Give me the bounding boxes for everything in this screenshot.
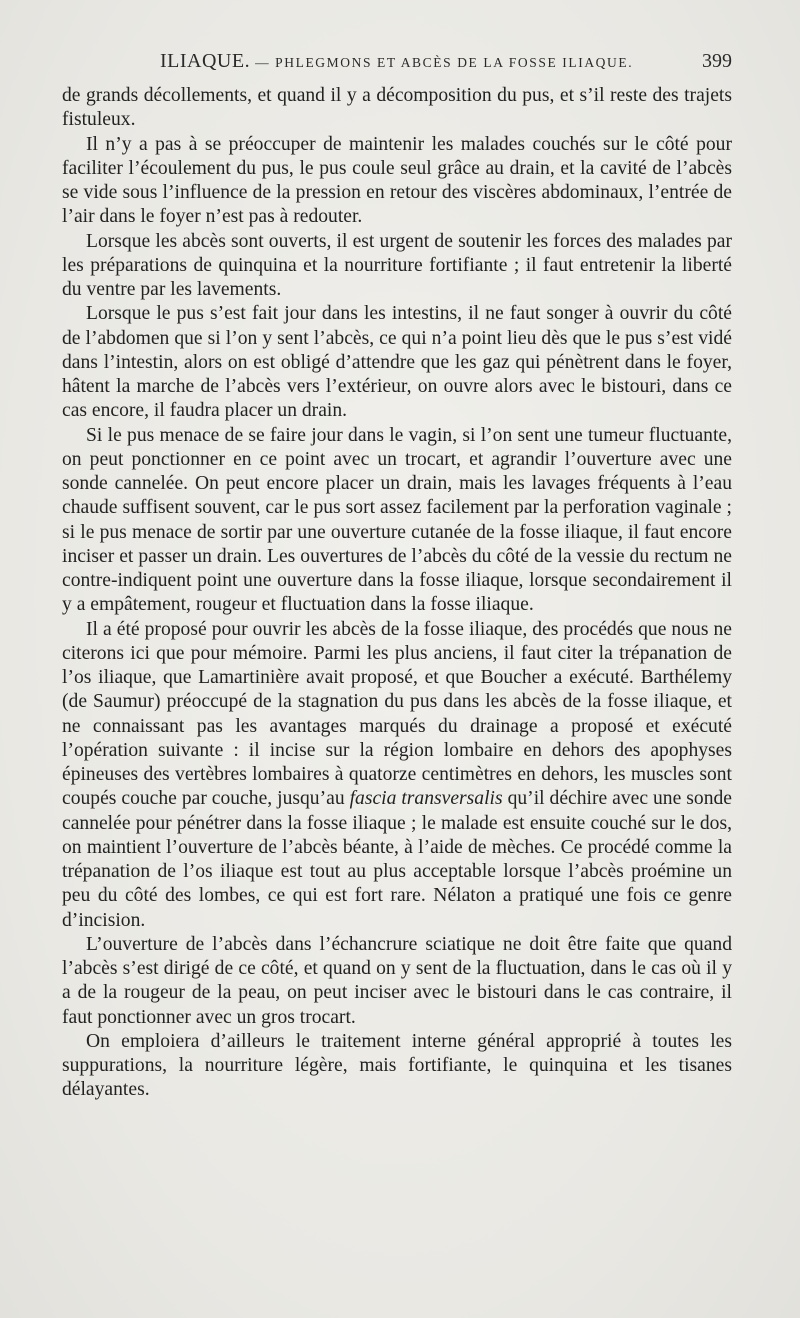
paragraph-2: Il n’y a pas à se préoccuper de maintenir les malades couchés sur le côté pour faciliter l’écoulement du pus, le pus coule seul grâce au drain, et la cavité de l’abcès se vide sous l’influence de la pression en retour des viscères abdominaux, l’entrée de l’air dans le foyer n’est pas à redouter. [62, 133, 732, 228]
page-number: 399 [702, 50, 732, 72]
paragraph-8: On emploiera d’ailleurs le traitement interne général approprié à toutes les suppurations, la nourriture légère, mais fortifiante, le quinquina et les tisanes délayantes. [62, 1030, 732, 1101]
paragraph-4: Lorsque le pus s’est fait jour dans les intestins, il ne faut songer à ouvrir du côté de l’abdomen que si l’on y sent l’abcès, ce qui n’a point lieu dès que le pus s’est vidé dans l’intestin, alors on est obligé d’attendre que les gaz qui pénètrent dans le foyer, hâtent la marche de l’abcès vers l’extérieur, on ouvre alors avec le bistouri, dans ce cas encore, il faudra placer un drain. [62, 303, 732, 422]
paragraph-7: L’ouverture de l’abcès dans l’échancrure sciatique ne doit être faite que quand l’abcès s’est dirigé de ce côté, et quand on y sent de la fluctuation, dans le cas où il y a de la rougeur de la peau, on peut inciser avec le bistouri dans le cas contraire, il faut ponctionner avec un gros trocart. [62, 933, 732, 1028]
paragraph-5: Si le pus menace de se faire jour dans le vagin, si l’on sent une tumeur fluctuante, on peut ponctionner en ce point avec un trocart, et agrandir l’ouverture avec une sonde cannelée. On peut encore placer un drain, mais les lavages fréquents à l’eau chaude suffisent souvent, car le pus sort assez facilement par la perforation vaginale ; si le pus menace de sortir par une ouverture cutanée de la fosse iliaque, il faut encore inciser et passer un drain. Les ouvertures de l’abcès du côté de la vessie du rectum ne contre-indiquent point une ouverture dans la fosse iliaque, lorsque secondairement il y a empâtement, rougeur et fluctuation dans la fosse iliaque. [62, 424, 732, 616]
italic-term: fascia transversalis [349, 788, 503, 810]
body-text [62, 84, 732, 1103]
running-title-first: ILIAQUE. [160, 50, 251, 72]
paragraph-3: Lorsque les abcès sont ouverts, il est urgent de soutenir les forces des malades par les préparations de quinquina et la nourriture fortifiante ; il faut entretenir la liberté du ventre par les lavements. [62, 230, 732, 300]
paragraph-6-part-2: qu’il déchire avec une sonde cannelée pour pénétrer dans la fosse iliaque ; le malade est ensuite couché sur le dos, on maintient l’ouverture de l’abcès béante, à l’aide de mèches. Ce procédé comme la trépanation de l’os iliaque est tout au plus acceptable lorsque l’abcès proémine un peu du côté des lombes, ce qui est fort rare. Nélaton a pratiqué une fois ce genre d’incision. [62, 788, 732, 931]
paragraph-6-part-1: Il a été proposé pour ouvrir les abcès de la fosse iliaque, des procédés que nous ne citerons ici que pour mémoire. Parmi les plus anciens, il faut citer la trépanation de l’os iliaque, que Lamartinière avait proposé, et que Boucher a exécuté. Barthélemy (de Saumur) préoccupé de la stagnation du pus dans les abcès de la fosse iliaque, et ne connaissant pas les avantages marqués du drainage a proposé et exécuté l’opération suivante : il incise sur la région lombaire en dehors des apophyses épineuses des vertèbres lombaires à quatorze centimètres en dehors, les muscles sont coupés couche par couche, jusqu’au [62, 618, 732, 810]
running-title [160, 50, 633, 73]
paragraph-1: de grands décollements, et quand il y a décomposition du pus, et s’il reste des trajets fistuleux. [62, 85, 732, 131]
running-title-rest: — PHLEGMONS ET ABCÈS DE LA FOSSE ILIAQUE. [250, 55, 634, 70]
running-header [62, 46, 732, 76]
paragraph-6 [62, 618, 732, 933]
